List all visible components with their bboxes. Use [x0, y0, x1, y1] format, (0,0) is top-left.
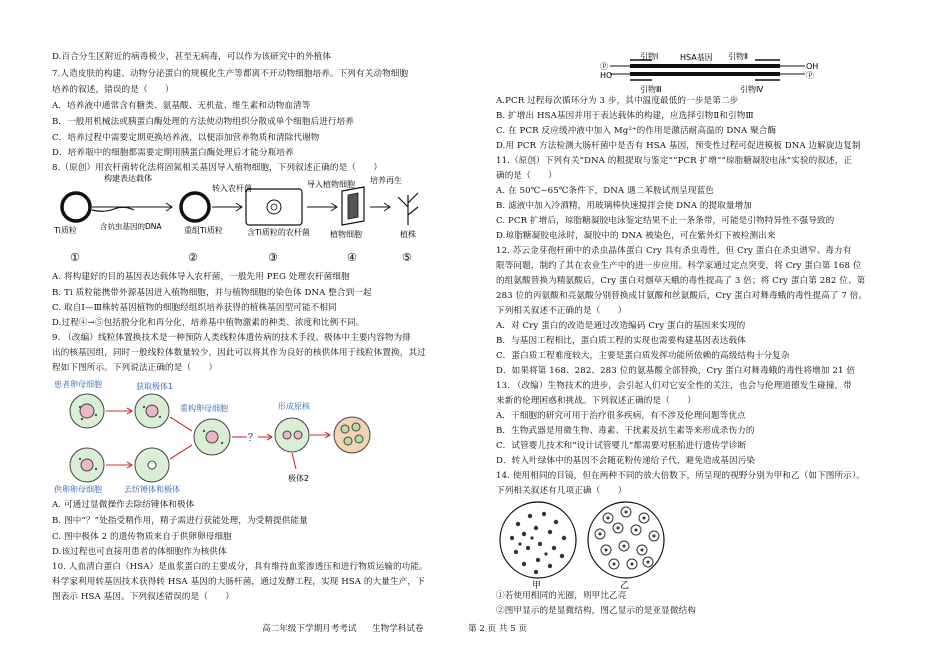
- q12-stem-line4: 283 位的丙氨酸和亮氨酸分别替换成甘氨酸和丝氨酸后，Cry 蛋白对舞毒蛾的毒性提高了 7 倍。: [496, 291, 868, 301]
- q12-stem-line5: 下列相关叙述不正确的是（ ）: [496, 306, 627, 316]
- step-4: ④: [347, 251, 357, 264]
- q12-option-c: C．蛋白质工程难度较大，主要是蛋白质发挥功能所依赖的高级结构十分复杂: [496, 351, 790, 361]
- label-construct: 构建表达载体: [104, 174, 152, 183]
- primer-3-label: 引物Ⅲ: [640, 85, 662, 94]
- q13-option-a: A．干细胞的研究可用于治疗很多疾病，有不涉及伦理问题等优点: [496, 411, 746, 421]
- agrobacterium-box: [246, 189, 302, 225]
- label-reconstruct-oocyte: 重构卵母细胞: [180, 404, 228, 413]
- footer-subject: 生物学科试卷: [372, 624, 424, 634]
- step-1: ①: [70, 251, 80, 264]
- q11-option-b: B. 滤液中加入冷酒精，用玻璃棒快速搅拌会使 DNA 的提取量增加: [496, 201, 753, 211]
- primer-1-label: 引物Ⅰ: [640, 52, 659, 61]
- primer-2-label: 引物Ⅱ: [728, 52, 748, 61]
- label-import: 导入植物细胞: [307, 180, 355, 189]
- primer-4-label: 引物Ⅳ: [740, 85, 764, 94]
- q8-option-d: D.过程④→⑤包括脱分化和再分化，培养基中植物激素的种类、浓度和比例不同。: [52, 318, 365, 328]
- q9-option-b: B. 图中“？”处指受精作用，精子需进行获能处理，为受精提供能量: [52, 516, 308, 526]
- q9-option-a: A. 可通过显微操作去除纺锤体和极体: [52, 500, 195, 510]
- q13-stem-line2: 来新的伦理困惑和挑战。下列叙述正确的是（ ）: [496, 396, 696, 406]
- q9-option-c: C. 图中极体 2 的遗传物质来自于供卵卵母细胞: [52, 532, 232, 542]
- q8-stem: 8.（原创）用农杆菌转化法将固氮相关基因导入植物细胞，下列叙述正确的是（ ）: [52, 163, 383, 173]
- step-5: ⑤: [402, 251, 412, 264]
- hsa-gene-label: HSA基因: [680, 53, 713, 62]
- q11-stem-line1: 11.（原创）下列有关“DNA 的粗提取与鉴定”“PCR 扩增”“琼脂糖凝胶电泳”实验的叙述，正: [496, 156, 853, 166]
- q14-statement-2: ②图甲显示的是显微结构，图乙显示的是亚显微结构: [496, 606, 696, 616]
- label-form-pronucleus: 形成原核: [278, 402, 310, 411]
- label-culture: 培养再生: [370, 176, 402, 185]
- label-donor-oocyte: 供卵卵母细胞: [54, 485, 102, 494]
- q7-stem-line2: 培养的叙述，错误的是（ ）: [52, 85, 174, 95]
- gene-dna-strand: [92, 207, 134, 211]
- hsa-gene-figure: [600, 50, 830, 96]
- q11-stem-line2: 确的是（ ）: [496, 171, 557, 181]
- label-yi: 乙: [620, 581, 630, 590]
- q7-option-d: D．培养瓶中的细胞都需要定期用胰蛋白酶处理后才能分瓶培养: [52, 148, 294, 158]
- q12-option-a: A．对 Cry 蛋白的改造是通过改造编码 Cry 蛋白的基因来实现的: [496, 321, 746, 331]
- label-ti-plasmid: Ti质粒: [54, 226, 77, 235]
- q10-stem-line1: 10. 人血清白蛋白（HSA）是血浆蛋白的主要成分，具有维持血浆渗透压和进行物质运输的功能。: [52, 562, 428, 572]
- label-plant: 植株: [400, 230, 416, 239]
- q11-option-a: A. 在 50℃~65℃条件下，DNA 遇二苯胺试剂呈现蓝色: [496, 186, 714, 196]
- q9-figure: [52, 377, 392, 495]
- q7-option-a: A．培养液中通常含有糖类、氨基酸、无机盐、维生素和动物血清等: [52, 101, 311, 111]
- recombinant-plasmid-ring: [181, 193, 209, 221]
- label-question-mark: ？: [248, 433, 258, 444]
- p-right-label: Ⓟ: [806, 71, 814, 80]
- q9-stem-line3: 程如下图所示。下列说法正确的是（ ）: [52, 363, 218, 373]
- q10-option-c: C. 在 PCR 反应缓冲液中加入 Mg²⁺的作用是激活耐高温的 DNA 聚合酶: [496, 126, 777, 136]
- q10-stem-line2: 科学家利用转基因技术获得转 HSA 基因的大肠杆菌，通过发酵工程，实现 HSA 的大量生产，下: [52, 577, 425, 587]
- ti-plasmid-ring: [62, 193, 90, 221]
- q14-stem-line1: 14. 使用相同的目镜，但在两种不同的放大倍数下，所呈现的视野分别为甲和乙（如下图所示）。: [496, 471, 865, 481]
- q7-option-c: C．培养过程中需要定期更换培养液，以便添加营养物质和清除代谢物: [52, 133, 320, 143]
- q13-option-d: D．转入叶绿体中的基因不会随花粉传递给子代，避免造成基因污染: [496, 456, 756, 466]
- p-left-label: Ⓟ: [600, 62, 608, 71]
- q12-stem-line3: 的组氨酸替换为精氨酸后，Cry 蛋白对烟草天蛾的毒性提高了 3 倍；将 Cry 蛋白第 282 位、第: [496, 276, 866, 286]
- label-transfer: 转入农杆菌: [212, 184, 252, 193]
- q11-option-c: C. PCR 扩增后，琼脂糖凝胶电泳鉴定结果不止一条条带，可能是引物特异性不强导致的: [496, 216, 835, 226]
- embryo-cell: [334, 417, 370, 453]
- q9-stem-line2: 出的核基因组，同时一般线粒体数量较少，因此可以将其作为良好的核供体用于线粒体置换，其过: [52, 348, 426, 358]
- q7-option-b: B．一般用机械法或胰蛋白酶处理的方法使动物组织分散成单个细胞后进行培养: [52, 117, 355, 127]
- q12-stem-line2: 限等问题，制约了其在农业生产中的进一步应用。科学家通过定点突变，将 Cry 蛋白第 168 位: [496, 261, 862, 271]
- q8-option-c: C. 取自Ⅰ—Ⅲ株转基因植物的细胞经组织培养获得的植株基因型可能不相同: [52, 303, 337, 313]
- q8-option-b: B. Ti 质粒能携带外源基因进入植物细胞，并与植物细胞的染色体 DNA 整合到一起: [52, 288, 372, 298]
- q9-option-d: D.该过程也可直接用患者的体细胞作为核供体: [52, 547, 227, 557]
- q12-option-b: B．与基因工程相比，蛋白质工程的实现也需要构建基因表达载体: [496, 336, 746, 346]
- q12-stem-line1: 12. 苏云金芽孢杆菌中的杀虫晶体蛋白 Cry 具有杀虫毒性，但 Cry 蛋白在杀虫谱窄、毒力有: [496, 246, 852, 256]
- q14-stem-line2: 下列相关叙述有几项正确（ ）: [496, 486, 627, 496]
- q11-option-d: D.琼脂糖凝胶电泳时，凝胶中的 DNA 被染色，可在紫外灯下被检测出来: [496, 231, 776, 241]
- q12-option-d: D．如果将第 168、282、283 位的氨基酸全部替换，Cry 蛋白对舞毒蛾的毒性将增加 21 倍: [496, 366, 856, 376]
- footer-page: 第 2 页 共 5 页: [468, 624, 527, 634]
- q6-option-d: D.百合分生区附近的病毒极少，甚至无病毒，可以作为该研究中的外植体: [52, 52, 332, 62]
- oh-right-label: OH: [806, 62, 819, 71]
- label-agrobacterium: 含Ti质粒的农杆菌: [247, 228, 310, 237]
- pronucleus-cell: [275, 418, 309, 452]
- label-patient-oocyte: 患者卵母细胞: [54, 380, 102, 389]
- q10-option-b: B. 扩增出 HSA基因并用于表达载体的构建，应选择引物Ⅱ和引物Ⅲ: [496, 111, 754, 121]
- q13-stem-line1: 13. （改编）生物技术的进步，会引起人们对它安全性的关注，也会与伦理道德发生碰撞，带: [496, 381, 852, 391]
- q10-stem-line3: 图表示 HSA 基因。下列叙述错误的是（ ）: [52, 592, 235, 602]
- ho-left-label: HO: [600, 71, 613, 80]
- q8-figure: [52, 173, 432, 268]
- q7-stem-line1: 7.人造皮肤的构建、动物分泌蛋白的规模化生产等都离不开动物细胞培养。下列有关动物细胞: [52, 69, 409, 79]
- q13-option-c: C．试管婴儿技术和“设计试管婴儿”都需要对胚胎进行遗传学诊断: [496, 441, 747, 451]
- label-gene: 含抗虫基因的DNA: [100, 222, 162, 231]
- label-polar-body-2: 极体2: [288, 474, 310, 483]
- q14-statement-1: ①若使用相同的光圈，则甲比乙亮: [496, 591, 627, 601]
- q10-option-a: A.PCR 过程每次循环分为 3 步，其中温度最低的一步是第二步: [496, 96, 739, 106]
- q8-option-a: A. 将构建好的目的基因表达载体导入农杆菌，一般先用 PEG 处理农杆菌细胞: [52, 272, 350, 282]
- q13-option-b: B．生物武器是用微生物、毒素、干扰素及抗生素等来形成杀伤力的: [496, 426, 755, 436]
- q9-stem-line1: 9. （改编）线粒体置换技术是一种预防人类线粒体遗传病的技术手段。极体中主要内容物为排: [52, 333, 411, 343]
- label-jia: 甲: [532, 581, 542, 590]
- step-2: ②: [188, 251, 198, 264]
- label-get-polar-body: 获取极体1: [136, 382, 174, 391]
- label-recombinant: 重组Ti质粒: [184, 226, 223, 235]
- label-remove-spindle: 去纺锤体和极体: [124, 485, 180, 494]
- step-3: ③: [268, 251, 278, 264]
- label-plant-cell: 植物细胞: [330, 230, 362, 239]
- q10-option-d: D.用 PCR 方法检测大肠杆菌中是否有 HSA 基因，预变性过程可促进模板 DNA 边解旋边复制: [496, 141, 861, 151]
- plant-shape: [398, 193, 418, 225]
- microscope-figure: [496, 498, 696, 590]
- footer-exam: 高二年级下学期月考考试: [262, 624, 357, 634]
